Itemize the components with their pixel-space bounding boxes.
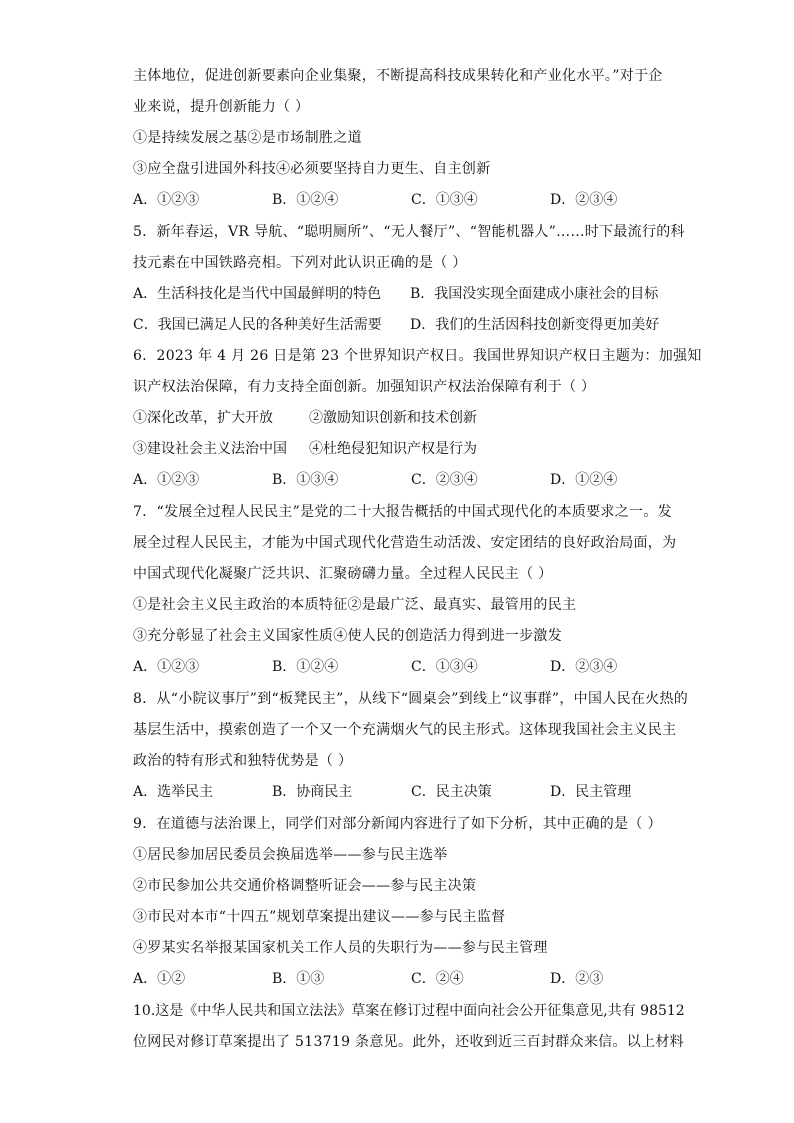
q8-option-c[interactable]: C．民主决策 <box>411 784 492 800</box>
q6-statements-row-1 <box>133 408 661 428</box>
q5-options-row-1 <box>133 284 661 304</box>
q5-stem-line-2: 技元素在中国铁路亮相。下列对此认识正确的是（ ） <box>133 255 467 271</box>
q4-option-b[interactable]: B．①②④ <box>272 192 339 208</box>
q9-statement-4: ④罗某实名举报某国家机关工作人员的失职行为——参与民主管理 <box>133 940 548 956</box>
q7-option-a[interactable]: A．①②③ <box>133 659 200 675</box>
q5-option-c[interactable]: C．我国已满足人民的各种美好生活需要 <box>133 317 382 333</box>
q10-stem-line-1: 10.这是《中华人民共和国立法法》草案在修订过程中面向社会公开征集意见,共有 98512 <box>133 1003 685 1019</box>
q4-option-d[interactable]: D．②③④ <box>550 192 618 208</box>
q6-statement-4: ④杜绝侵犯知识产权是行为 <box>309 441 477 457</box>
q9-options <box>133 969 661 989</box>
q7-statement-1: ①是社会主义民主政治的本质特征②是最广泛、最真实、最管用的民主 <box>133 597 577 613</box>
q9-statement-1: ①居民参加居民委员会换届选举——参与民主选举 <box>133 847 448 863</box>
q10-stem-line-2: 位网民对修订草案提出了 513719 条意见。此外，还收到近三百封群众来信。以上材料 <box>133 1034 684 1050</box>
q6-options <box>133 470 661 490</box>
q4-options <box>133 190 661 210</box>
q6-statement-1: ①深化改革，扩大开放 <box>133 410 273 426</box>
q7-option-d[interactable]: D．②③④ <box>550 659 618 675</box>
q9-option-d[interactable]: D．②③ <box>550 971 604 987</box>
q7-stem-line-3: 中国式现代化凝聚广泛共识、汇聚磅礴力量。全过程人民民主（ ） <box>133 566 553 582</box>
q9-option-a[interactable]: A．①② <box>133 971 186 987</box>
q6-statements-row-2 <box>133 439 661 459</box>
q4-option-a[interactable]: A．①②③ <box>133 192 200 208</box>
q5-option-a[interactable]: A．生活科技化是当代中国最鲜明的特色 <box>133 286 382 302</box>
q9-statement-2: ②市民参加公共交通价格调整听证会——参与民主决策 <box>133 878 477 894</box>
q4-option-c[interactable]: C．①③④ <box>411 192 478 208</box>
q6-option-a[interactable]: A．①②③ <box>133 472 200 488</box>
q5-stem-line-1: 5．新年春运，VR 导航、“聪明厕所”、“无人餐厅”、“智能机器人”……时下最流行的科 <box>133 224 685 240</box>
q5-option-d[interactable]: D．我们的生活因科技创新变得更加美好 <box>410 317 660 333</box>
q6-statement-2: ②激励知识创新和技术创新 <box>309 410 477 426</box>
q4-statement-1: ①是持续发展之基②是市场制胜之道 <box>133 130 362 146</box>
q9-statement-3: ③市民对本市“十四五”规划草案提出建议——参与民主监督 <box>133 909 506 925</box>
q4-statement-2: ③应全盘引进国外科技④必须要坚持自力更生、自主创新 <box>133 161 491 177</box>
q6-stem-line-2: 识产权法治保障，有力支持全面创新。加强知识产权法治保障有利于（ ） <box>133 379 596 395</box>
q7-options <box>133 657 661 677</box>
q5-options-row-2 <box>133 315 661 335</box>
q7-option-c[interactable]: C．①③④ <box>411 659 478 675</box>
q9-option-b[interactable]: B．①③ <box>272 971 325 987</box>
q8-stem-line-2: 基层生活中，摸索创造了一个又一个充满烟火气的民主形式。这体现我国社会主义民主 <box>133 722 677 738</box>
q7-stem-line-2: 展全过程人民民主，才能为中国式现代化营造生动活泼、安定团结的良好政治局面，为 <box>133 535 677 551</box>
q6-statement-3: ③建设社会主义法治中国 <box>133 441 287 457</box>
q8-option-d[interactable]: D．民主管理 <box>550 784 632 800</box>
q9-stem-line-1: 9．在道德与法治课上，同学们对部分新闻内容进行了如下分析，其中正确的是（ ） <box>133 816 662 832</box>
q5-option-b[interactable]: B．我国没实现全面建成小康社会的目标 <box>410 286 659 302</box>
q6-option-b[interactable]: B．①③④ <box>272 472 339 488</box>
q4-stem-line-2: 业来说，提升创新能力（ ） <box>133 99 310 115</box>
q6-option-d[interactable]: D．①②④ <box>550 472 618 488</box>
q8-option-a[interactable]: A．选举民主 <box>133 784 214 800</box>
q9-option-c[interactable]: C．②④ <box>411 971 464 987</box>
q7-option-b[interactable]: B．①②④ <box>272 659 339 675</box>
q8-option-b[interactable]: B．协商民主 <box>272 784 353 800</box>
q6-stem-line-1: 6．2023 年 4 月 26 日是第 23 个世界知识产权日。我国世界知识产权日主题为：加强知 <box>133 348 702 364</box>
q8-stem-line-3: 政治的特有形式和独特优势是（ ） <box>133 753 353 769</box>
q6-option-c[interactable]: C．②③④ <box>411 472 478 488</box>
q7-stem-line-1: 7．“发展全过程人民民主”是党的二十大报告概括的中国式现代化的本质要求之一。发 <box>133 504 672 520</box>
q8-options <box>133 782 661 802</box>
q7-statement-2: ③充分彰显了社会主义国家性质④使人民的创造活力得到进一步激发 <box>133 628 562 644</box>
q4-stem-line-1: 主体地位，促进创新要素向企业集聚，不断提高科技成果转化和产业化水平。”对于企 <box>133 68 663 84</box>
q8-stem-line-1: 8．从“小院议事厅”到“板凳民主”，从线下“圆桌会”到线上“议事群”，中国人民在火热的 <box>133 691 689 707</box>
